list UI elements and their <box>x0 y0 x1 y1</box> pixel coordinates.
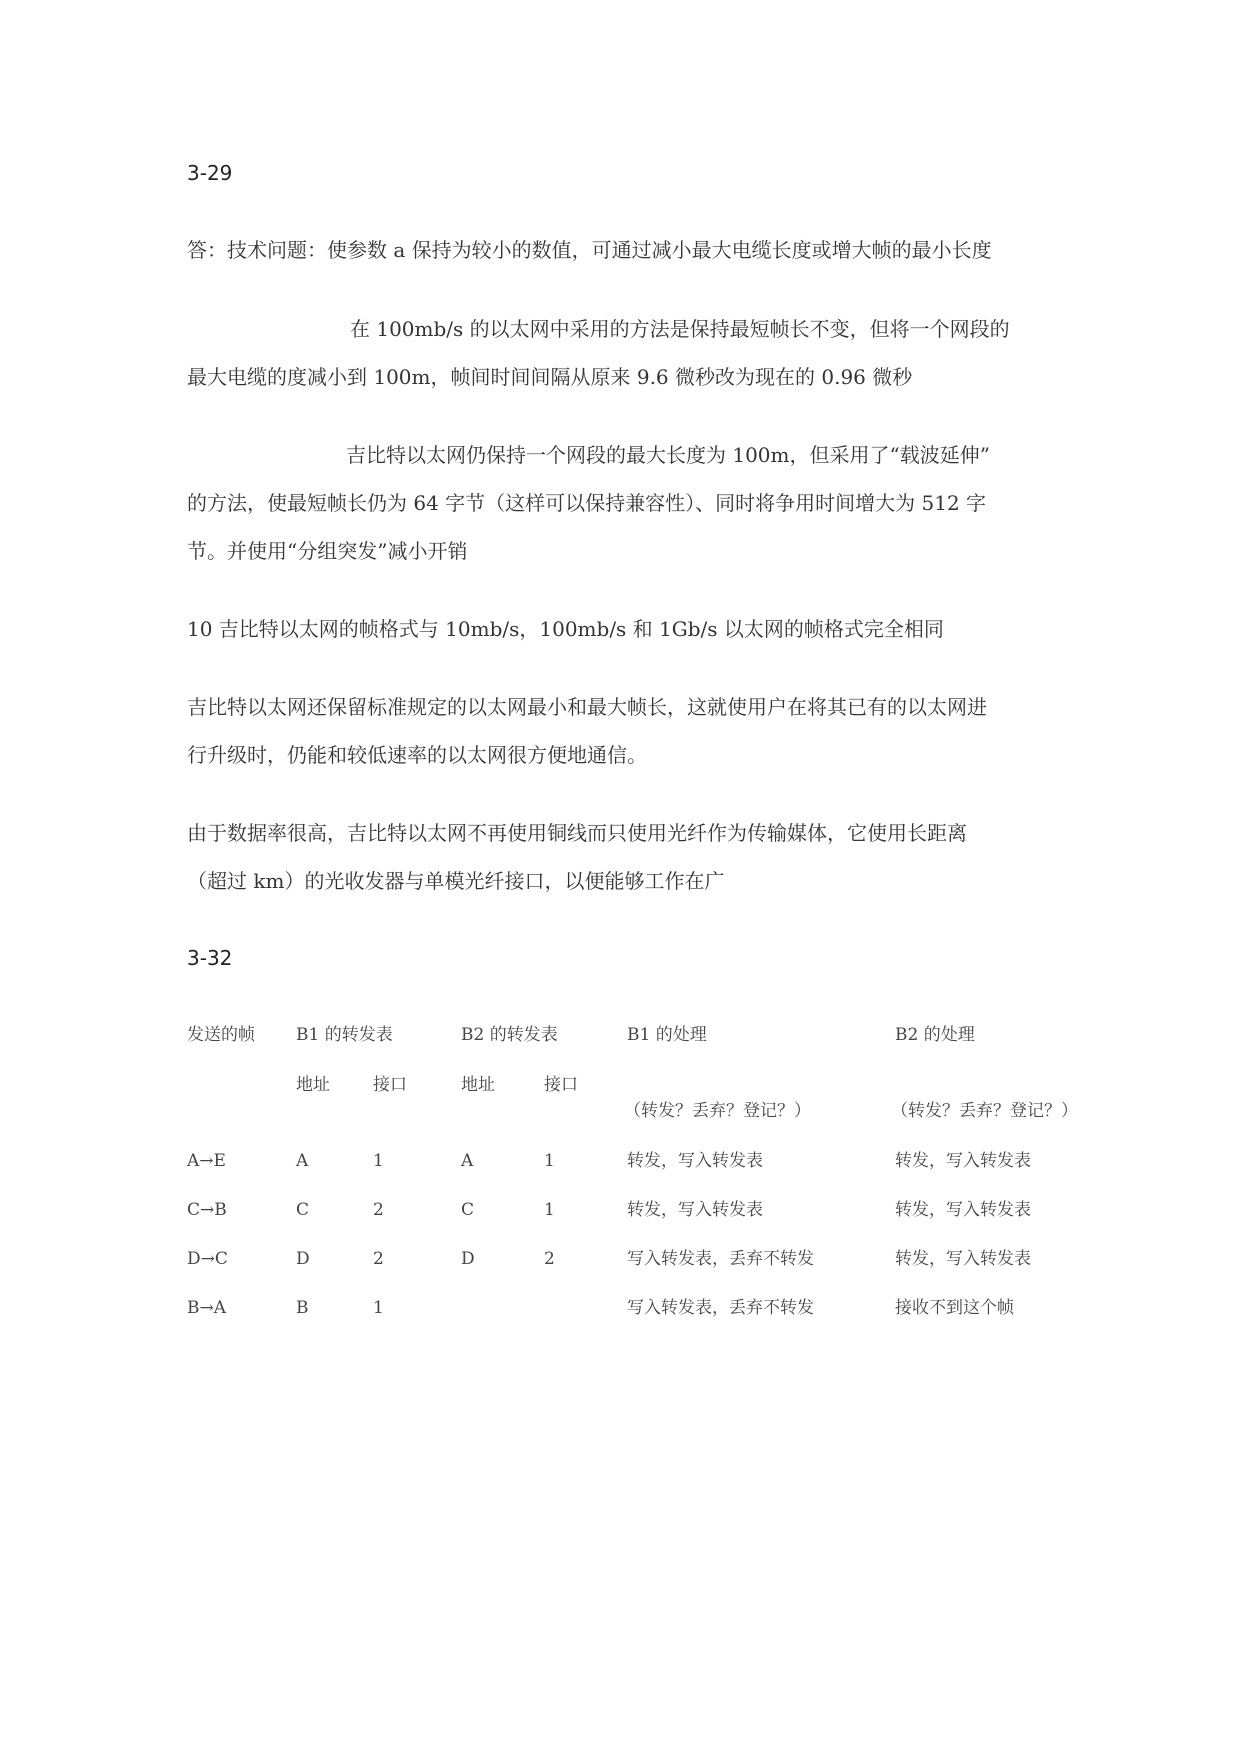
header-b1-table: B1 的转发表 <box>296 1025 393 1045</box>
paragraph-frame-length-line2: 行升级时，仍能和较低速率的以太网很方便地通信。 <box>187 743 647 767</box>
table-row-b1-processing: 写入转发表，丢弃不转发 <box>627 1298 814 1318</box>
table-row-b1-port: 1 <box>373 1151 384 1171</box>
table-row-b2-address: D <box>461 1249 475 1269</box>
section-heading-3-29: 3-29 <box>187 161 233 185</box>
table-row-frame: A→E <box>187 1151 226 1171</box>
table-row-b1-port: 1 <box>373 1298 384 1318</box>
header-b2-address: 地址 <box>461 1075 495 1095</box>
table-row-b1-port: 2 <box>373 1249 384 1269</box>
header-frame: 发送的帧 <box>187 1025 255 1045</box>
table-row-b2-processing: 接收不到这个帧 <box>895 1298 1014 1318</box>
header-b2-table: B2 的转发表 <box>461 1025 558 1045</box>
header-b1-processing: B1 的处理 <box>627 1025 707 1045</box>
header-b1-address: 地址 <box>296 1075 330 1095</box>
table-row-b2-port: 1 <box>544 1151 555 1171</box>
table-row-b1-address: A <box>296 1151 309 1171</box>
paragraph-100mb-line1: 在 100mb/s 的以太网中采用的方法是保持最短帧长不变，但将一个网段的 <box>350 317 1010 341</box>
paragraph-10g-format: 10 吉比特以太网的帧格式与 10mb/s，100mb/s 和 1Gb/s 以太网的帧格式完全相同 <box>187 617 944 641</box>
table-row-b2-port: 1 <box>544 1200 555 1220</box>
table-row-b1-port: 2 <box>373 1200 384 1220</box>
table-row-frame: D→C <box>187 1249 228 1269</box>
table-row-b1-processing: 写入转发表，丢弃不转发 <box>627 1249 814 1269</box>
paragraph-gigabit-line2: 的方法，使最短帧长仍为 64 字节（这样可以保持兼容性）、同时将争用时间增大为 512 字 <box>187 491 987 515</box>
paragraph-gigabit-line1: 吉比特以太网仍保持一个网段的最大长度为 100m，但采用了“载波延伸” <box>346 443 990 467</box>
paragraph-gigabit-line3: 节。并使用“分组突发”减小开销 <box>187 539 468 563</box>
paragraph-frame-length-line1: 吉比特以太网还保留标准规定的以太网最小和最大帧长，这就使用户在将其已有的以太网进 <box>187 695 987 719</box>
table-row-b2-processing: 转发，写入转发表 <box>895 1151 1031 1171</box>
paragraph-fiber-line1: 由于数据率很高，吉比特以太网不再使用铜线而只使用光纤作为传输媒体，它使用长距离 <box>187 821 967 845</box>
paragraph-fiber-line2: （超过 km）的光收发器与单模光纤接口，以便能够工作在广 <box>187 869 725 893</box>
table-row-b1-address: C <box>296 1200 310 1220</box>
header-b1-processing-sub: （转发？丢弃？登记？） <box>624 1101 811 1121</box>
section-heading-3-32: 3-32 <box>187 946 233 970</box>
table-row-b1-processing: 转发，写入转发表 <box>627 1200 763 1220</box>
table-row-b1-address: B <box>296 1298 309 1318</box>
table-row-b2-address: A <box>461 1151 474 1171</box>
header-b2-port: 接口 <box>544 1075 578 1095</box>
table-row-b2-processing: 转发，写入转发表 <box>895 1200 1031 1220</box>
table-row-b1-address: D <box>296 1249 310 1269</box>
header-b2-processing-sub: （转发？丢弃？登记？） <box>891 1101 1078 1121</box>
table-row-b2-address: C <box>461 1200 475 1220</box>
header-b1-port: 接口 <box>373 1075 407 1095</box>
header-b2-processing: B2 的处理 <box>895 1025 975 1045</box>
table-row-frame: B→A <box>187 1298 227 1318</box>
table-row-b2-processing: 转发，写入转发表 <box>895 1249 1031 1269</box>
table-row-b1-processing: 转发，写入转发表 <box>627 1151 763 1171</box>
paragraph-answer: 答：技术问题：使参数 a 保持为较小的数值，可通过减小最大电缆长度或增大帧的最小长度 <box>187 238 992 262</box>
paragraph-100mb-line2: 最大电缆的度减小到 100m，帧间时间间隔从原来 9.6 微秒改为现在的 0.96 微秒 <box>187 365 913 389</box>
table-row-frame: C→B <box>187 1200 227 1220</box>
table-row-b2-port: 2 <box>544 1249 555 1269</box>
